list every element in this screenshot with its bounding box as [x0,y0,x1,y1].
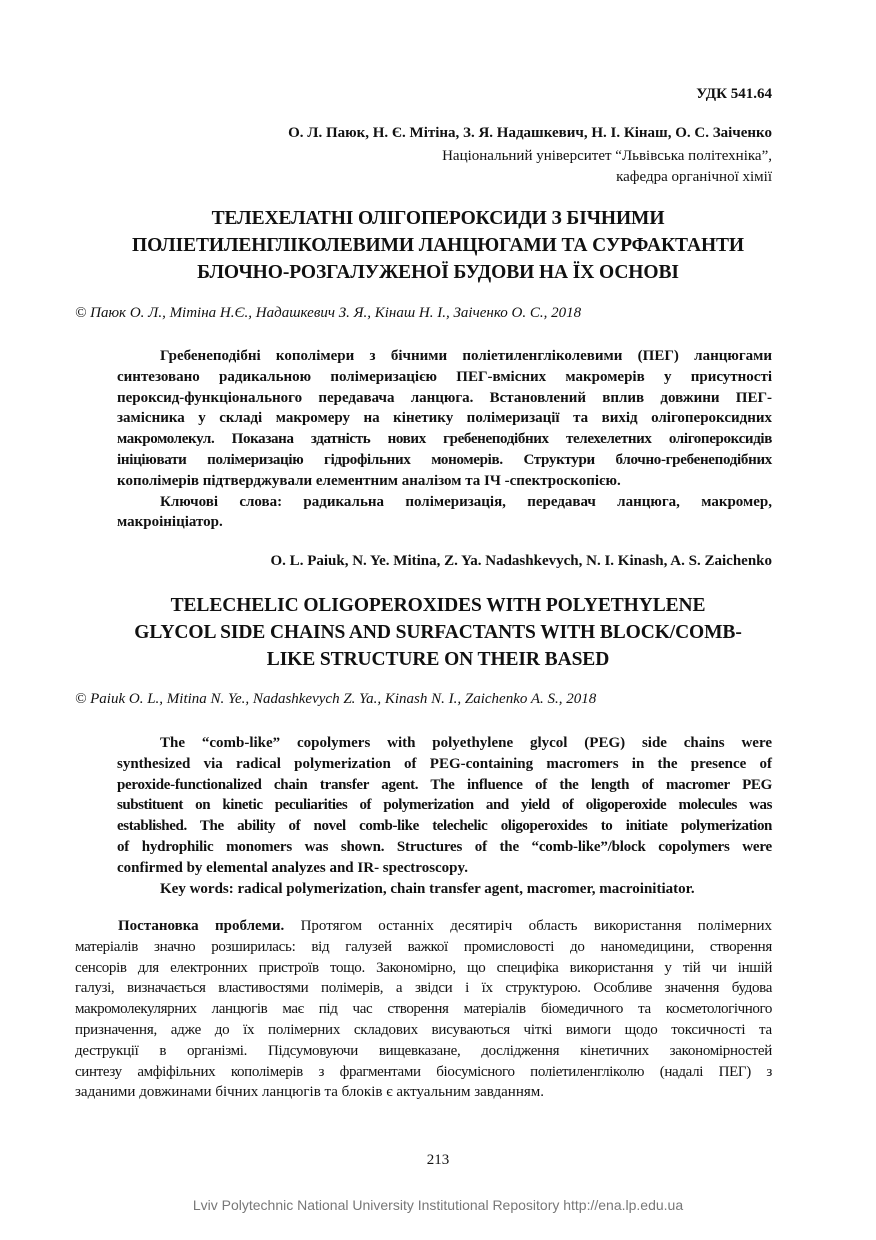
keywords-ukrainian-cont: макроініціатор. [117,514,223,531]
authors-ukrainian: О. Л. Паюк, Н. Є. Мітіна, З. Я. Надашкевич, Н. І. Кінаш, О. С. Заіченко [288,125,772,141]
title-line: ТЕЛЕХЕЛАТНІ ОЛІГОПЕРОКСИДИ З БІЧНИМИ [211,208,665,229]
abstract-line: substituent on kinetic peculiarities of polymerization and yield of oligoperoxide molecules was [117,797,772,814]
abstract-english [117,733,772,899]
abstract-line: peroxide-functionalized chain transfer agent. The influence of the length of macromer PEG [117,776,772,793]
abstract-line: замісника у складі макромеру на кінетику полімеризації та вихід олігопероксидних [117,410,772,427]
title-line: GLYCOL SIDE CHAINS AND SURFACTANTS WITH BLOCK/COMB- [134,622,742,643]
body-first-line [75,916,772,937]
abstract-line: of hydrophilic monomers was shown. Structures of the “comb-like”/block copolymers were [117,838,772,855]
affiliation [442,146,772,188]
abstract-line: синтезовано радикальною полімеризацією ПЕГ-вмісних макромерів у присутності [117,368,772,385]
abstract-line: макромолекул. Показана здатність нових гребенеподібних телехелетних олігопероксидів [117,431,772,448]
body-text: Протягом останніх десятиріч область використання полімерних [300,918,772,934]
body-section [75,916,772,1103]
title-english [60,592,816,673]
repository-footer: Lviv Polytechnic National University Institutional Repository http://ena.lp.edu.ua [192,1197,684,1213]
body-line: деструкції в організмі. Підсумовуючи вищевказане, дослідження кінетичних закономірностей [75,1042,772,1059]
abstract-line: synthesized via radical polymerization of PEG-containing macromers in the presence of [117,755,772,772]
abstract-line: established. The ability of novel comb-like telechelic oligoperoxides to initiate polymerization [117,818,772,835]
body-line: галузі, визначається властивостями полімерів, а звідси і їх структурою. Особливе значення будова [75,980,772,997]
authors-english: O. L. Paiuk, N. Ye. Mitina, Z. Ya. Nadashkevych, N. I. Kinash, A. S. Zaichenko [270,553,772,569]
affiliation-line: Національний університет “Львівська політехніка”, [442,148,772,164]
copyright-ukrainian: © Паюк О. Л., Мітіна Н.Є., Надашкевич З. Я., Кінаш Н. І., Заіченко О. С., 2018 [75,305,582,321]
keywords-english: Key words: radical polymerization, chain transfer agent, macromer, macroinitiator. [160,880,695,897]
keywords-ukrainian: Ключові слова: радикальна полімеризація, передавач ланцюга, макромер, [160,493,772,510]
title-line: ПОЛІЕТИЛЕНГЛІКОЛЕВИМИ ЛАНЦЮГАМИ ТА СУРФАКТАНТИ [132,235,744,256]
title-line: LIKE STRUCTURE ON THEIR BASED [266,649,610,670]
udk-code: УДК 541.64 [696,86,772,102]
body-line: заданими довжинами бічних ланцюгів та блоків є актуальним завданням. [75,1084,544,1101]
body-line: призначення, адже до їх полімерних складових висуваються чіткі вимоги щодо токсичності та [75,1021,772,1038]
abstract-ukrainian [117,346,772,533]
abstract-line: Гребенеподібні кополімери з бічними поліетиленгліколевими (ПЕГ) ланцюгами [160,348,772,364]
copyright-english: © Paiuk O. L., Mitina N. Ye., Nadashkevych Z. Ya., Kinash N. I., Zaichenko A. S., 2018 [75,691,597,707]
title-line: TELECHELIC OLIGOPEROXIDES WITH POLYETHYLENE [170,595,706,616]
abstract-line: ініціювати полімеризацію гідрофільних мономерів. Структури блочно-гребенеподібних [117,451,772,468]
title-line: БЛОЧНО-РОЗГАЛУЖЕНОЇ БУДОВИ НА ЇХ ОСНОВІ [197,262,679,283]
title-ukrainian [60,205,816,286]
abstract-line: confirmed by elemental analyzes and IR- spectroscopy. [117,859,468,876]
abstract-line: кополімерів підтверджували елементним аналізом та ІЧ -спектроскопією. [117,472,621,489]
section-heading: Постановка проблеми. [118,918,285,934]
body-line: матеріалів значно розширилась: від галузей важкої промисловості до наномедицини, створення [75,938,772,955]
body-line: макромолекулярних ланцюгів має під час створення матеріалів біомедичного та косметологічного [75,1001,772,1018]
body-line: синтезу амфіфільних кополімерів з фрагментами біосумісного поліетиленгліколю (надалі ПЕГ) з [75,1063,772,1080]
body-line: сенсорів для електронних пристроїв тощо. Закономірно, що специфіка використання у тій чи іншій [75,959,772,976]
abstract-line: The “comb-like” copolymers with polyethylene glycol (PEG) side chains were [160,735,772,751]
page-number: 213 [426,1152,450,1168]
affiliation-line: кафедра органічної хімії [616,169,772,185]
abstract-line: пероксид-функціонального передавача ланцюга. Встановлений вплив довжини ПЕГ- [117,389,772,406]
